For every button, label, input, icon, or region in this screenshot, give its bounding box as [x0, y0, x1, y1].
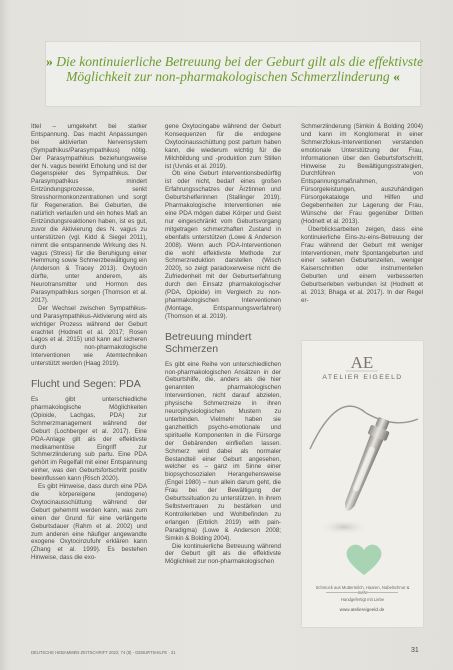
- brand-logo-icon: [342, 351, 382, 373]
- pull-quote-text-1: Die kontinuierliche Betreuung bei der Geburt gilt als die effektivste: [56, 54, 424, 69]
- ad-website-link[interactable]: www.ateliereigeeld.de: [339, 607, 385, 612]
- column2-paragraph-4: Die kontinuierliche Betreuung während der Geburt gilt als die effektivste Möglichkeit zur non-pharmakologischen: [165, 542, 281, 566]
- ad-divider: [326, 592, 398, 593]
- text-column-2: [165, 123, 281, 566]
- column1-paragraph-1: Ittel – umgekehrt bei starker Entspannung. Das macht Anpassungen bei aktivierten Nervensystem (Sympathikus/Parasympathikus) nötig. Der Parasympathikus beziehungsweise der N. vagus bewirkt Erholung und ist der Gegenspieler des Sympathikus. Der Parasympathikus mindert Entzündungsprozesse, senkt Stresshormonkonzentrationen und sorgt für Regeneration. Bei Geburten, die natürlich verlaufen und ein hohes Maß an Entzündungsreaktionen haben, ist es gut, zuvor die Aktivierung des N. vagus zu unterstützen (vgl. Kidd & Siegel 2011), nimmt die entspannende Wirkung des N. vagus (Stress) für die Beruhigung einer Hemmung sowie Schmerzbewältigung ein (Anderson & Tracey 2013). Oxytocin dürfte, unter anderem, als Neurotransmitter und Hormon des Parasympathikus sorgen (Thomson et al. 2017).: [31, 123, 147, 304]
- quote-open-mark: »: [46, 54, 53, 69]
- column3-paragraph-1: Schmerzlinderung (Simkin & Bolding 2004) und kann im Konglomerat in einer Schmerzfokus-Interventionen verstanden emotionale Unterstützung der Frau, Informationen über den Geburtsfortschritt, Hinweise zu Bewältigungsstrategien, Durchführen von Entspannungsmaßnahmen, Fürsorgeleistungen, auszuhändigen Fürsorgekataloge und Hilfen und Gegebenheiten zur Lagerung der Frau, Wünsche der Frau gegenüber Dritten (Hodnett et al. 2013).: [301, 123, 423, 225]
- page-number: 31: [411, 647, 419, 654]
- section-heading-line-1: Betreuung mindert: [165, 330, 252, 343]
- pull-quote-line-2: [46, 69, 420, 85]
- column2-paragraph-1: gene Oxytocingabe während der Geburt Konsequenzen für die endogene Oxytocinausschüttung post partum haben kann, die wiederum wichtig für die Milchbildung und -produktion zum Stillen ist (Uvnäs et al. 2019).: [165, 123, 281, 170]
- column1-paragraph-4: Es gibt Hinweise, dass durch eine PDA die körpereigene (endogene) Oxytocinausschüttung während der Geburt gehemmt werden kann, was zum einen der Grund für eine verlängerte Geburtsdauer (Rahm et al. 2002) und zum anderen eine häufiger angewandte exogene Oxytocinzufuhr erklären kann (Zhang et al. 1999). Es bestehen Hinweise, dass die exo-: [31, 483, 147, 562]
- column1-paragraph-2: Der Wechsel zwischen Sympathikus- und Parasympathikus-Aktivierung wird als wichtiger Prozess während der Geburt erachtet (Hodnett et al. 2017; Rosen Lagos et al. 2015) und kann auf sicheren durch non-pharmakologische Interventionen wie Atemtechniken unterstützt werden (Haag 2019).: [31, 304, 147, 368]
- brand-logo-mark: AE: [350, 353, 374, 372]
- advertisement: [301, 340, 424, 628]
- pull-quote-line-1: [46, 54, 424, 70]
- ad-subtagline: Handgefertigt mit Liebe: [340, 597, 385, 602]
- column3-paragraph-2: Überblicksarbeiten zeigen, dass eine kontinuierliche Eins-zu-eins-Betreuung der Frau während der Geburt mit weniger Interventionen, mehr Spontangeburten und einer seltenen Geburtenzeiten, weniger Kaiserschnitten oder instrumentellen Geburten und einem verbesserten Geburtserleben verbunden ist (Hodnett et al. 2013; Bhaga et al. 2017). In der Regel er-: [301, 225, 423, 304]
- section-heading-pda: Flucht und Segen: PDA: [31, 378, 141, 391]
- pull-quote-text-2: Möglichkeit zur non-pharmakologischen Schmerzlinderung: [66, 69, 390, 84]
- ad-tagline: Schmuck aus Muttermilch, Haaren, Nabelschnur &: [315, 585, 410, 590]
- text-column-1: [31, 123, 147, 562]
- pull-quote-box: [45, 41, 424, 107]
- page-footer-citation: DEUTSCHE HEBAMMEN ZEITSCHRIFT 2022; 74 (8) · GEBURTSHILFE · 31: [31, 650, 176, 655]
- column1-paragraph-3: Es gibt unterschiedliche pharmakologische Möglichkeiten (Opioide, Lachgas, PDA) zur Schmerzmanagement während der Geburt (Lochberger et al. 2017). Eine PDA-Anlage gilt als der effektivste medikamentöse Eingriff zur Schmerzlinderung sub partu. Eine PDA gehört im Regelfall mit einer Entspannung einher, was den Geburtsfortschritt positiv beeinflussen kann (Risch 2020).: [31, 396, 147, 483]
- section-heading-betreuung: [165, 331, 281, 355]
- quote-close-mark: «: [393, 69, 400, 84]
- section-heading-line-2: Schmerzen: [165, 342, 219, 355]
- column2-paragraph-2: Ob eine Geburt interventionsbedürftig ist oder nicht, bedarf eines großen Erfahrungsschatzes der Ärztinnen und Geburtshelferinnen (Stallinger 2019). Pharmakologische Interventionen wie eine PDA mögen dabei Körper und Geist nur eingeschränkt vom Geburtsvorgang mitgetragen schmerzhaften Zustand in ebenfalls unterstützen (Lowe & Anderson 2008). Wenn auch PDA-Interventionen die wohl effektivste Methode zur Schmerzreduktion darstellen (Wisch 2020), so zeigt paradoxerweise nicht die Zufriedenheit mit der Geburtserfahrung durch den Einsatz pharmakologischer (PDA, Opioide) im Vergleich zu non-pharmakologischen Interventionen (Montage, Entspannungsverfahren) (Thomson et al. 2019).: [165, 170, 281, 320]
- pendant-jewelry-image: [308, 389, 420, 545]
- heart-icon: [344, 541, 384, 577]
- text-column-3: [301, 123, 423, 305]
- column2-paragraph-3: Es gibt eine Reihe von unterschiedlichen non-pharmakologischen Ansätzen in der Geburtshilfe, die, anders als die hier genannten pharmakologischen Interventionen, nicht darauf abzielen, physische Schmerzreize in ihren neurophysiologischen Mustern zu unterbinden. Vielmehr haben sie ganzheitlich psycho-emotionale und spirituelle Komponenten in die Fürsorge der Gebärenden einfließen lassen. Schmerz wird dabei als normaler Bestandteil einer Geburt angesehen, welcher es – ganz im Sinne einer biopsychosozialen Herangehensweise (Engel 1980) – nun allein darum geht, die Frau bei der Bewältigung der Geburtssituation zu unterstützen. In ihrem Selbstvertrauen zu bestärken und Kontrollerleben und Wohlbefinden zu erlangen (Erblich 2019) with pain-Paradigma) (Lowe & Anderson 2008; Simkin & Bolding 2004).: [165, 360, 281, 542]
- ad-brand-name: ATELIER EIGEELD: [322, 374, 403, 381]
